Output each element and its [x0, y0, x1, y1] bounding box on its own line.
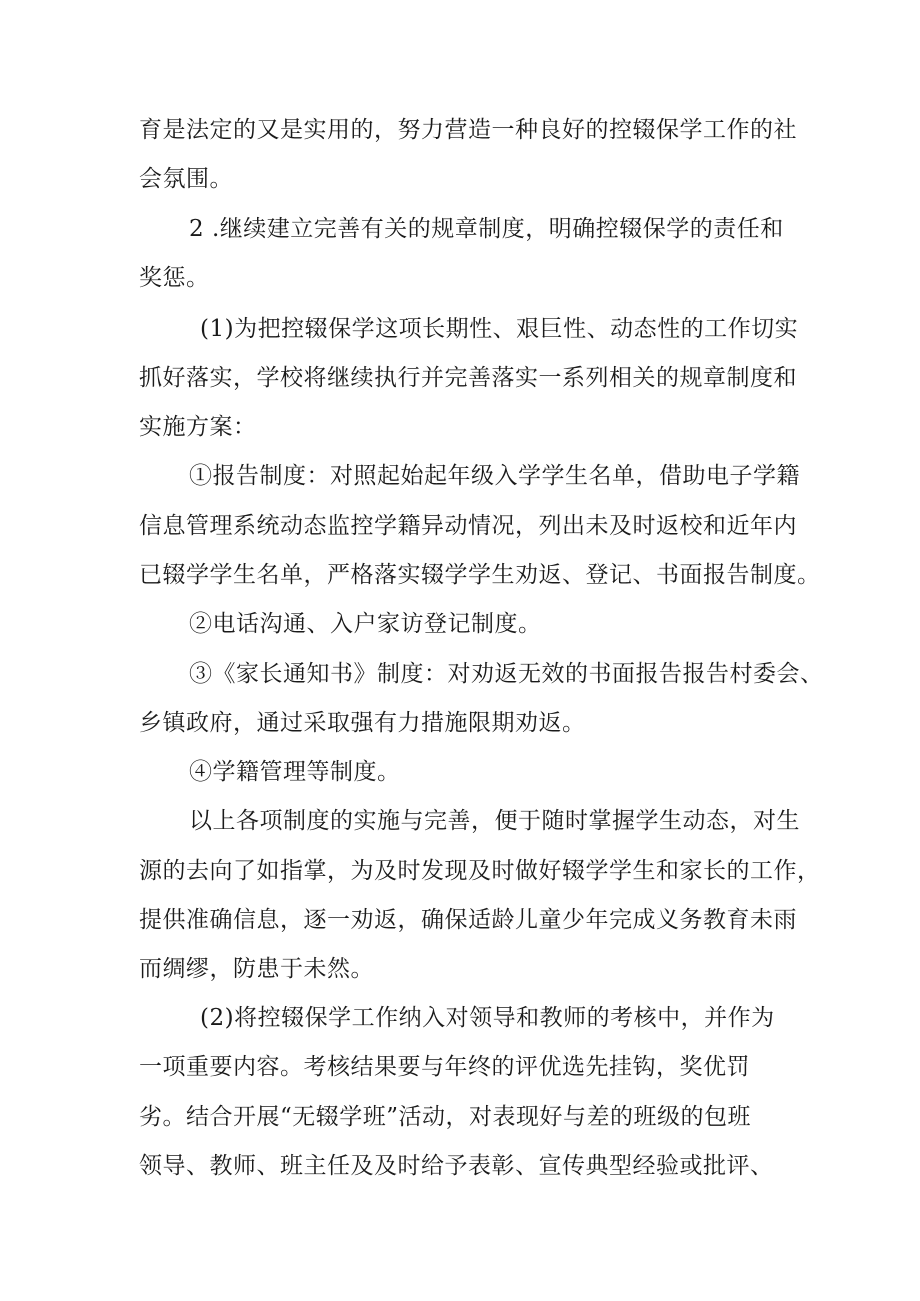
text-line: 已辍学学生名单，严格落实辍学学生劝返、登记、书面报告制度。: [139, 562, 821, 588]
text-line: 劣。结合开展“无辍学班”活动，对表现好与差的班级的包班: [139, 1104, 752, 1130]
text-line: (1)为把控辍保学这项长期性、艰巨性、动态性的工作切实: [200, 316, 799, 342]
text-line: ②电话沟通、入户家访登记制度。: [189, 611, 542, 637]
text-line: ③《家长通知书》制度：对劝返无效的书面报告报告村委会、: [189, 661, 824, 687]
text-line: 而绸缪，防患于未然。: [139, 956, 374, 982]
text-line: 乡镇政府，通过采取强有力措施限期劝返。: [139, 710, 586, 736]
text-line: 一项重要内容。考核结果要与年终的评优选先挂钩，奖优罚: [139, 1054, 750, 1080]
text-line: 提供准确信息，逐一劝返，确保适龄儿童少年完成义务教育未雨: [139, 907, 797, 933]
text-line: (2)将控辍保学工作纳入对领导和教师的考核中，并作为: [200, 1005, 775, 1031]
text-line: 信息管理系统动态监控学籍异动情况，列出未及时返校和近年内: [139, 513, 797, 539]
text-line: 领导、教师、班主任及及时给予表彰、宣传典型经验或批评、: [139, 1153, 774, 1179]
text-line: 以上各项制度的实施与完善，便于随时掌握学生动态，对生: [189, 808, 800, 834]
text-line: 抓好落实，学校将继续执行并完善落实一系列相关的规章制度和: [139, 365, 797, 391]
text-line: 实施方案：: [139, 414, 257, 440]
text-line: 育是法定的又是实用的，努力营造一种良好的控辍保学工作的社: [139, 117, 797, 143]
text-line: 源的去向了如指掌，为及时发现及时做好辍学学生和家长的工作，: [139, 858, 821, 884]
text-line: 奖惩。: [139, 265, 210, 291]
text-line: 会氛围。: [139, 166, 233, 192]
text-line: 2 .继续建立完善有关的规章制度，明确控辍保学的责任和: [189, 216, 784, 242]
text-line: ①报告制度：对照起始起年级入学学生名单，借助电子学籍: [189, 463, 800, 489]
text-line: ④学籍管理等制度。: [189, 759, 401, 785]
